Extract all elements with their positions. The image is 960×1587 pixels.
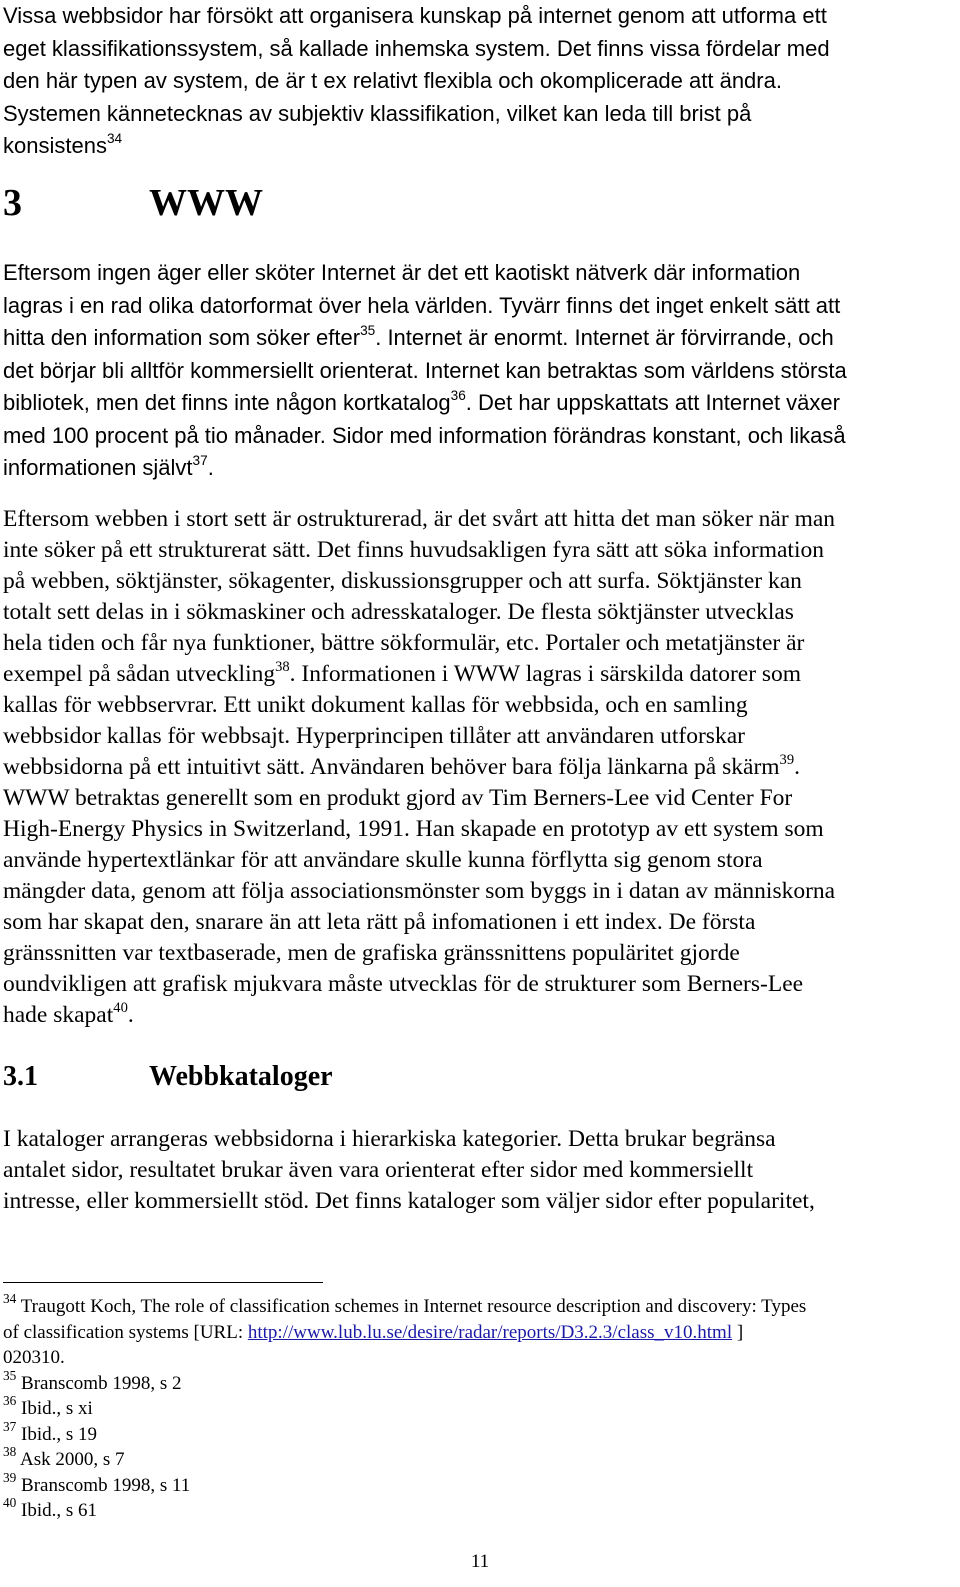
section-title: Webbkataloger bbox=[149, 1061, 333, 1092]
text-line: som har skapat den, snarare än att leta rätt på infomationen i ett index. De första bbox=[3, 909, 756, 935]
text-run: informationen självt bbox=[3, 455, 193, 480]
footnote-number: 35 bbox=[3, 1367, 17, 1383]
footnote-separator bbox=[3, 1282, 323, 1283]
webbkataloger-paragraph bbox=[3, 1124, 815, 1217]
text-line bbox=[3, 752, 835, 783]
text-line: det börjar bli alltför kommersiellt orienterat. Internet kan betraktas som världens största bbox=[3, 357, 847, 383]
text-line bbox=[3, 452, 847, 485]
footnote-ref: 40 bbox=[113, 999, 128, 1016]
footnote-number: 34 bbox=[3, 1291, 17, 1307]
footnote-text: of classification systems [URL: bbox=[3, 1321, 248, 1343]
footnote-number: 39 bbox=[3, 1469, 17, 1485]
text-line: Systemen kännetecknas av subjektiv klassifikation, vilket kan leda till brist på bbox=[3, 100, 752, 126]
footnote-ref: 36 bbox=[450, 388, 466, 404]
intro-paragraph bbox=[3, 0, 830, 163]
footnote-37 bbox=[3, 1418, 806, 1448]
footnote-text: Ibid., s 19 bbox=[21, 1423, 98, 1445]
footnote-url-link[interactable]: http://www.lub.lu.se/desire/radar/reports/D3.2.3/class_v10.html bbox=[247, 1321, 733, 1343]
section-heading-webbkataloger bbox=[3, 1060, 403, 1094]
text-line: mängder data, genom att följa associationsmönster som byggs in i datan av människorna bbox=[3, 878, 836, 904]
footnote-text: Ask 2000, s 7 bbox=[20, 1449, 125, 1470]
www-paragraph-1 bbox=[3, 257, 847, 485]
section-title: WWW bbox=[149, 182, 263, 224]
footnote-text: Branscomb 1998, s 2 bbox=[21, 1372, 182, 1394]
footnote-34-line-2 bbox=[3, 1320, 806, 1346]
footnote-number: 40 bbox=[3, 1495, 17, 1511]
text-line: kallas för webbservrar. Ett unikt dokument kallas för webbsida, och en samling bbox=[3, 692, 748, 718]
www-paragraph-2 bbox=[3, 504, 835, 1031]
footnote-text: Ibid., s xi bbox=[21, 1398, 93, 1419]
footnote-ref: 39 bbox=[779, 751, 795, 768]
text-line bbox=[3, 322, 847, 355]
text-line: antalet sidor, resultatet brukar även vara orienterat efter sidor med kommersiellt bbox=[3, 1157, 754, 1183]
footnote-number: 38 bbox=[3, 1444, 17, 1460]
footnote-34 bbox=[3, 1291, 807, 1320]
text-run: . bbox=[207, 455, 214, 480]
text-line bbox=[3, 659, 835, 690]
footnotes bbox=[3, 1291, 807, 1524]
footnote-34-line-3: 020310. bbox=[3, 1347, 65, 1368]
text-line: webbsidor kallas för webbsajt. Hyperprincipen tillåter att användaren utforskar bbox=[3, 723, 745, 749]
footnote-text: Traugott Koch, The role of classification schemes in Internet resource description and discovery: Types bbox=[20, 1296, 807, 1317]
text-run: hade skapat bbox=[3, 1002, 114, 1028]
footnote-38 bbox=[3, 1444, 806, 1473]
text-run: konsistens bbox=[3, 133, 107, 158]
text-line: den här typen av system, de är t ex relativt flexibla och okomplicerade att ändra. bbox=[3, 68, 782, 93]
section-heading-www bbox=[3, 183, 403, 223]
text-line: hela tiden och får nya funktioner, bättre sökformulär, etc. Portaler och metatjänster är bbox=[3, 630, 805, 656]
footnote-text: ] bbox=[732, 1321, 744, 1343]
text-line: Vissa webbsidor har försökt att organisera kunskap på internet genom att utforma ett bbox=[3, 3, 827, 28]
text-line: med 100 procent på tio månader. Sidor med information förändras konstant, och likaså bbox=[3, 422, 846, 448]
text-line: inte söker på ett strukturerat sätt. Det finns huvudsakligen fyra sätt att söka information bbox=[3, 537, 824, 563]
text-line: intresse, eller kommersiellt stöd. Det finns kataloger som väljer sidor efter popularitet, bbox=[3, 1188, 815, 1214]
footnote-ref: 35 bbox=[360, 323, 376, 339]
footnote-ref: 38 bbox=[275, 658, 290, 675]
text-run: . Informationen i WWW lagras i särskilda datorer som bbox=[289, 661, 802, 687]
footnote-ref: 34 bbox=[106, 131, 123, 147]
text-line: WWW betraktas generellt som en produkt gjord av Tim Berners-Lee vid Center For bbox=[3, 785, 793, 811]
text-run: . Internet är enormt. Internet är förvirrande, och bbox=[375, 325, 834, 350]
text-run: . bbox=[794, 754, 800, 780]
text-line: totalt sett delas in i sökmaskiner och adresskataloger. De flesta söktjänster utvecklas bbox=[3, 599, 794, 625]
text-line: använde hypertextlänkar för att användare skulle kunna förflytta sig genom stora bbox=[3, 847, 763, 873]
footnote-36 bbox=[3, 1393, 806, 1422]
text-line: lagras i en rad olika datorformat över hela världen. Tyvärr finns det inget enkelt sätt att bbox=[3, 292, 841, 318]
text-line: oundvikligen att grafisk mjukvara måste utvecklas för de strukturer som Berners-Lee bbox=[3, 971, 804, 997]
text-run: webbsidorna på ett intuitivt sätt. Användaren behöver bara följa länkarna på skärm bbox=[3, 754, 780, 780]
text-line bbox=[3, 387, 847, 420]
footnote-number: 37 bbox=[3, 1418, 17, 1434]
text-line: I kataloger arrangeras webbsidorna i hierarkiska kategorier. Detta brukar begränsa bbox=[3, 1126, 776, 1152]
text-line: eget klassifikationssystem, så kallade inhemska system. Det finns vissa fördelar med bbox=[3, 35, 830, 61]
page-number: 11 bbox=[470, 1551, 490, 1572]
text-line bbox=[3, 130, 830, 163]
footnote-35 bbox=[3, 1367, 806, 1397]
footnote-number: 36 bbox=[3, 1393, 17, 1409]
text-line: på webben, söktjänster, sökagenter, diskussionsgrupper och att surfa. Söktjänster kan bbox=[3, 568, 802, 594]
footnote-ref: 37 bbox=[192, 453, 208, 469]
section-number: 3.1 bbox=[3, 1061, 38, 1092]
footnote-text: Branscomb 1998, s 11 bbox=[21, 1474, 191, 1496]
text-line: High-Energy Physics in Switzerland, 1991. Han skapade en prototyp av ett system som bbox=[3, 816, 824, 842]
text-line: gränssnitten var textbaserade, men de grafiska gränssnittens populäritet gjorde bbox=[3, 940, 740, 966]
text-run: . bbox=[127, 1002, 134, 1028]
text-run: exempel på sådan utveckling bbox=[3, 661, 276, 687]
footnote-39 bbox=[3, 1469, 806, 1499]
text-run: bibliotek, men det finns inte någon kortkatalog bbox=[3, 390, 451, 415]
section-number: 3 bbox=[3, 182, 22, 224]
text-line: Eftersom webben i stort sett är ostrukturerad, är det svårt att hitta det man söker när man bbox=[3, 506, 836, 532]
footnote-40 bbox=[3, 1495, 806, 1524]
text-line: Eftersom ingen äger eller sköter Internet är det ett kaotiskt nätverk där information bbox=[3, 260, 801, 285]
text-run: hitta den information som söker efter bbox=[3, 325, 361, 350]
text-line bbox=[3, 1000, 835, 1031]
text-run: . Det har uppskattats att Internet växer bbox=[465, 390, 840, 415]
footnote-text: Ibid., s 61 bbox=[21, 1500, 98, 1521]
